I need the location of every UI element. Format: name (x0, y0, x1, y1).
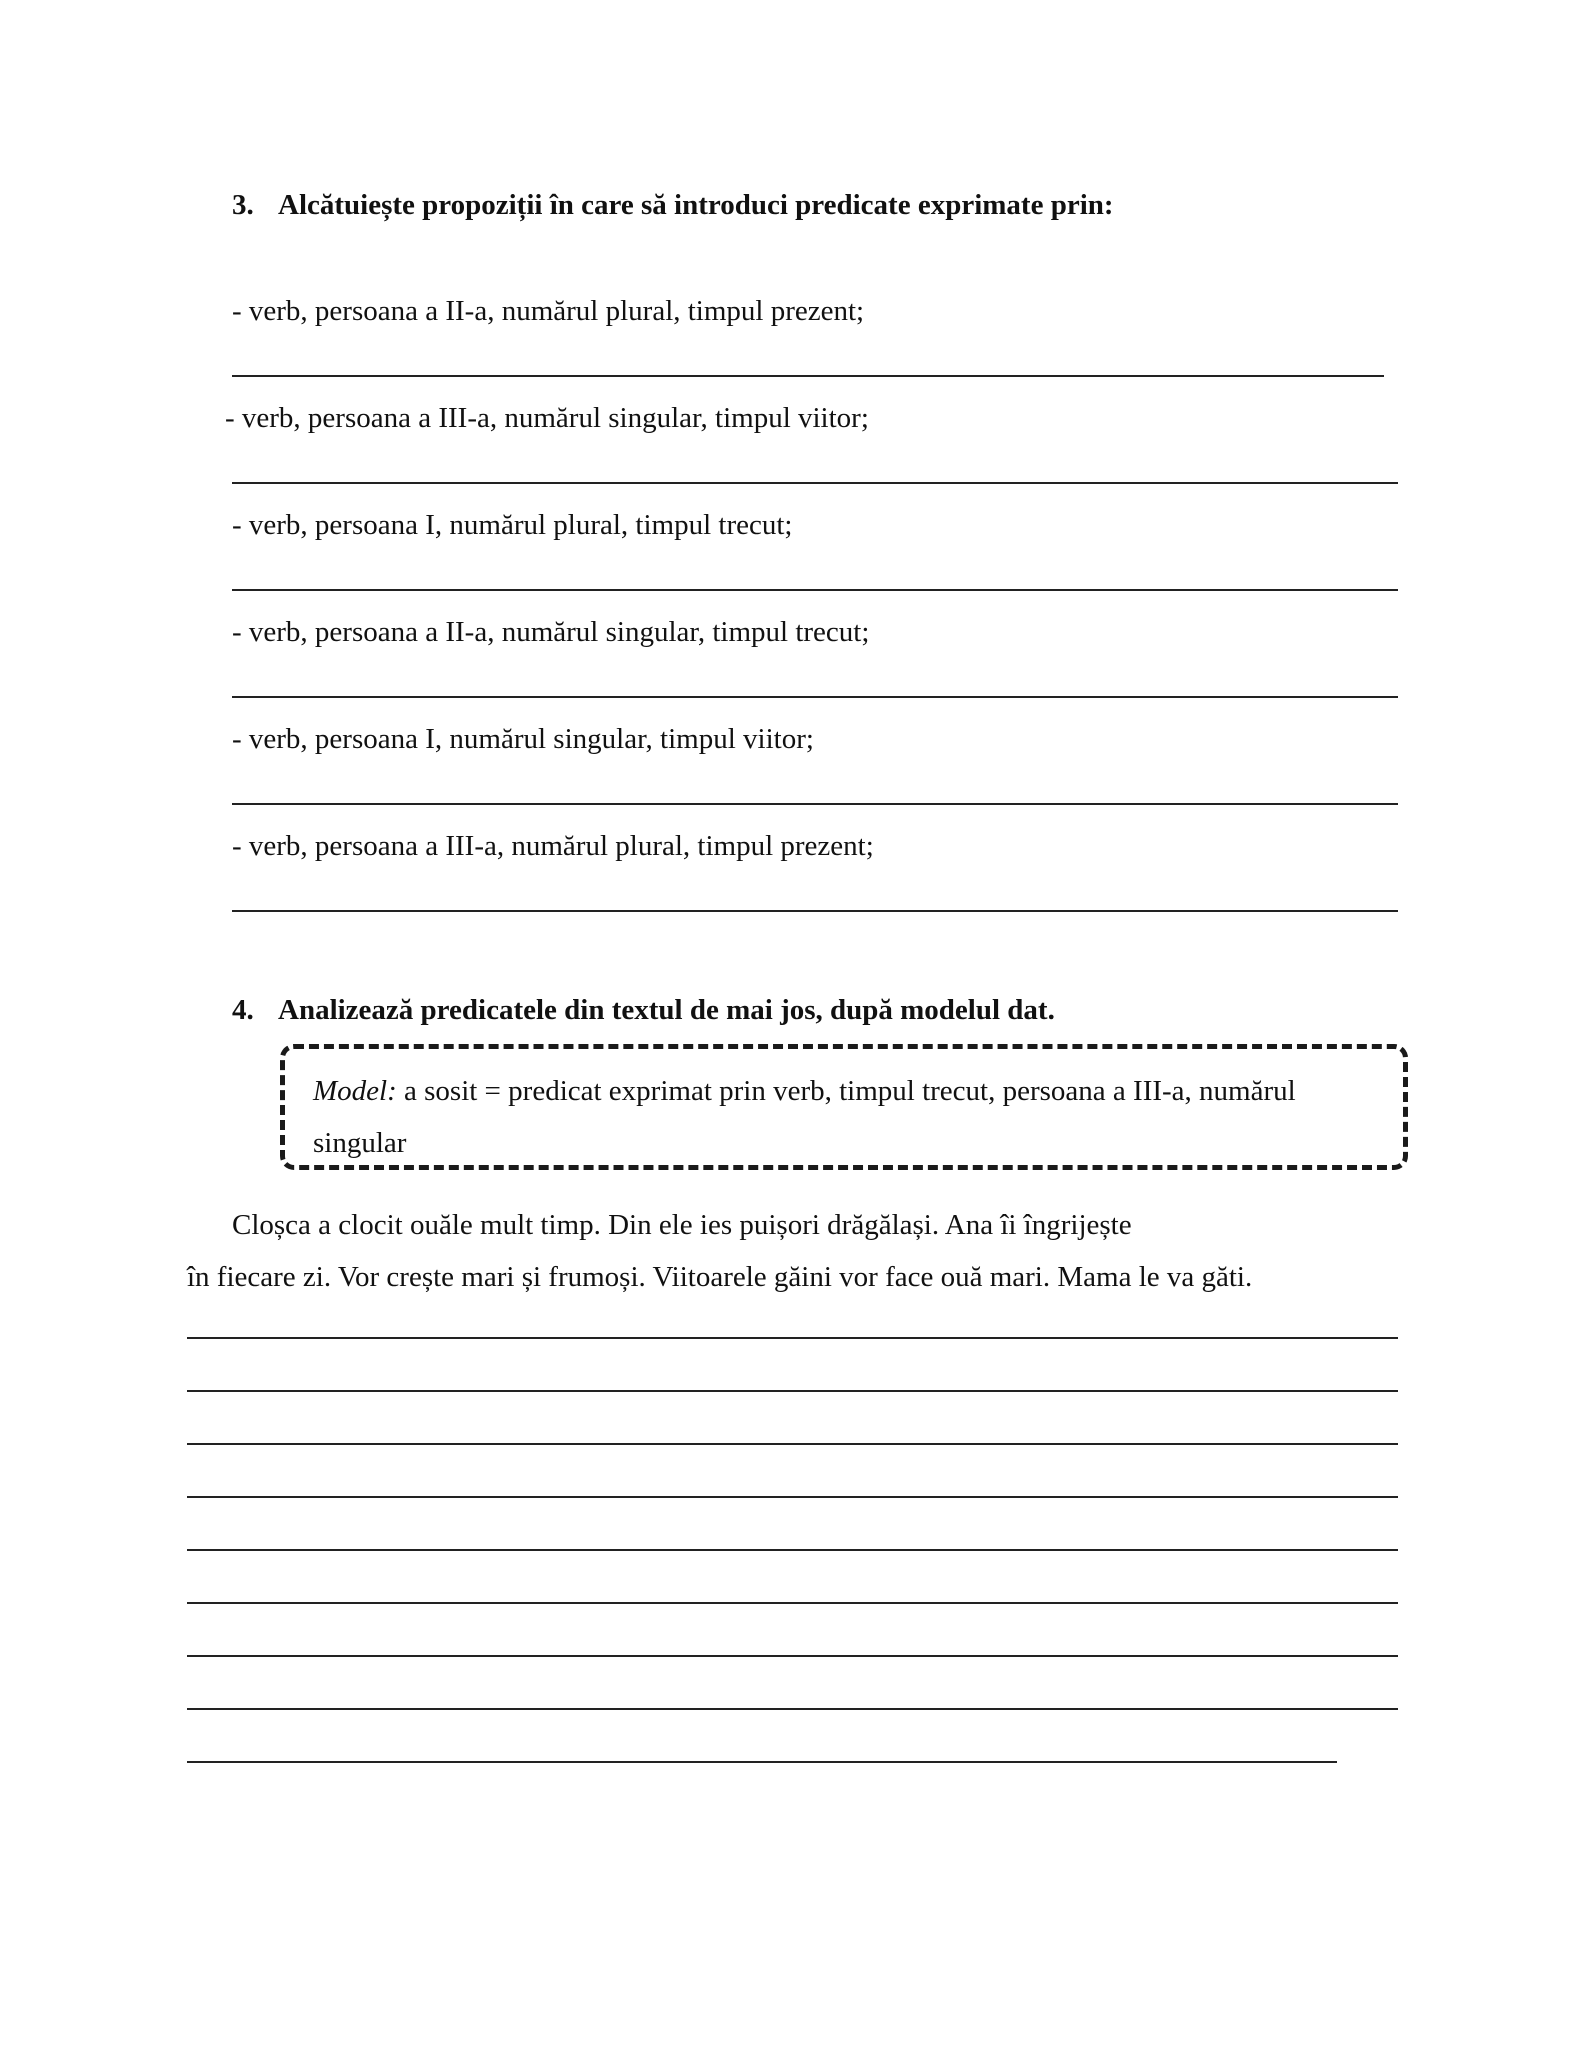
exercise-4-heading (232, 993, 1055, 1027)
answer-line-1[interactable] (232, 375, 1384, 377)
analysis-line-2[interactable] (187, 1390, 1398, 1392)
exercise-3-item-4: - verb, persoana a II-a, numărul singular, timpul trecut; (232, 616, 870, 648)
model-example: a sosit = predicat exprimat prin verb, timpul trecut, persoana a III-a, numărul singular (313, 1075, 1296, 1159)
model-text (313, 1065, 1393, 1169)
analysis-line-6[interactable] (187, 1602, 1398, 1604)
exercise-3-heading (232, 188, 1114, 222)
answer-line-5[interactable] (232, 803, 1398, 805)
analysis-line-9[interactable] (187, 1761, 1337, 1763)
answer-line-2[interactable] (232, 482, 1398, 484)
passage-line-1: Cloșca a clocit ouăle mult timp. Din ele ies puișori drăgălași. Ana îi îngrijește (232, 1209, 1132, 1241)
exercise-3-item-6: - verb, persoana a III-a, numărul plural, timpul prezent; (232, 830, 874, 862)
model-label: Model: (313, 1075, 397, 1107)
exercise-3-number: 3. (232, 189, 254, 221)
answer-line-3[interactable] (232, 589, 1398, 591)
exercise-3-item-1: - verb, persoana a II-a, numărul plural, timpul prezent; (232, 295, 865, 327)
exercise-3-item-3: - verb, persoana I, numărul plural, timpul trecut; (232, 509, 793, 541)
analysis-line-3[interactable] (187, 1443, 1398, 1445)
model-box (280, 1044, 1408, 1170)
analysis-line-4[interactable] (187, 1496, 1398, 1498)
passage-line-2: în fiecare zi. Vor crește mari și frumoși. Viitoarele găini vor face ouă mari. Mama le va găti. (187, 1261, 1253, 1293)
analysis-line-1[interactable] (187, 1337, 1398, 1339)
analysis-line-5[interactable] (187, 1549, 1398, 1551)
analysis-line-7[interactable] (187, 1655, 1398, 1657)
exercise-3-title: Alcătuiește propoziții în care să introduci predicate exprimate prin: (278, 189, 1114, 221)
answer-line-6[interactable] (232, 910, 1398, 912)
exercise-3-item-2: - verb, persoana a III-a, numărul singular, timpul viitor; (225, 402, 869, 434)
answer-line-4[interactable] (232, 696, 1398, 698)
exercise-4-number: 4. (232, 994, 254, 1026)
analysis-line-8[interactable] (187, 1708, 1398, 1710)
exercise-3-item-5: - verb, persoana I, numărul singular, timpul viitor; (232, 723, 814, 755)
exercise-4-title: Analizează predicatele din textul de mai jos, după modelul dat. (278, 994, 1055, 1026)
